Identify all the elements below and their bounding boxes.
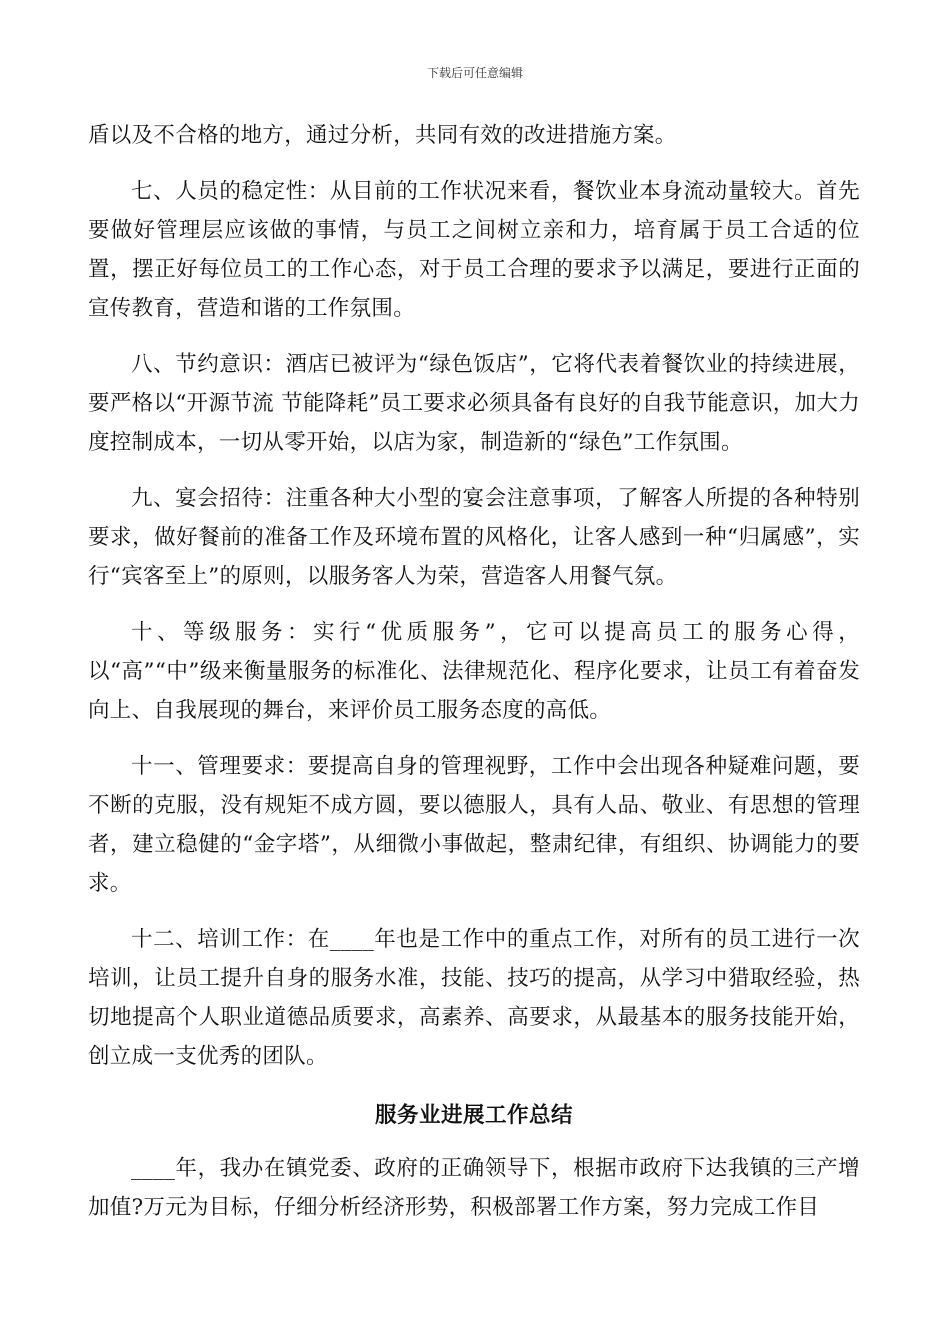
- paragraph-nine-banquet: 九、宴会招待：注重各种大小型的宴会注意事项，了解客人所提的各种特别要求，做好餐前的准备工作及环境布置的风格化，让客人感到一种“归属感”，实行“宾客至上”的原则，以服务客人为荣，营造客人用餐气氛。: [88, 486, 860, 589]
- paragraph-eight-saving-awareness: 八、节约意识：酒店已被评为“绿色饭店”，它将代表着餐饮业的持续进展，要严格以“开源节流 节能降耗”员工要求必须具备有良好的自我节能意识，加大力度控制成本，一切从零开始，以店为家，制造新的“绿色”工作氛围。: [88, 352, 860, 455]
- paragraph-eleven-management: 十一、管理要求：要提高自身的管理视野，工作中会出现各种疑难问题，要不断的克服，没有规矩不成方圆，要以德服人，具有人品、敬业、有思想的管理者，建立稳健的“金字塔”，从细微小事做起，整肃纪律，有组织、协调能力的要求。: [88, 754, 860, 896]
- page-header-note: 下载后可任意编辑: [426, 66, 523, 80]
- paragraph-ten-service-grade: 十、等级服务：实行“优质服务”，它可以提高员工的服务心得，以“高”“中”级来衡量服务的标准化、法律规范化、程序化要求，让员工有着奋发向上、自我展现的舞台，来评价员工服务态度的高低。: [88, 620, 860, 723]
- section-title: 服务业进展工作总结: [374, 1103, 573, 1128]
- paragraph-twelve-training: 十二、培训工作：在____年也是工作中的重点工作，对所有的员工进行一次培训，让员工提升自身的服务水准，技能、技巧的提高，从学习中猎取经验，热切地提高个人职业道德品质要求，高素养、高要求，从最基本的服务技能开始，创立成一支优秀的团队。: [88, 927, 860, 1069]
- paragraph-seven-staff-stability: 七、人员的稳定性：从目前的工作状况来看，餐饮业本身流动量较大。首先要做好管理层应该做的事情，与员工之间树立亲和力，培育属于员工合适的位置，摆正好每位员工的工作心态，对于员工合理的要求予以满足，要进行正面的宣传教育，营造和谐的工作氛围。: [88, 179, 860, 321]
- document-body: [88, 116, 860, 1244]
- paragraph-continuation: 盾以及不合格的地方，通过分析，共同有效的改进措施方案。: [88, 123, 677, 148]
- section-paragraph: ____年，我办在镇党委、政府的正确领导下，根据市政府下达我镇的三产增加值?万元为目标，仔细分析经济形势，积极部署工作方案，努力完成工作目: [88, 1156, 860, 1220]
